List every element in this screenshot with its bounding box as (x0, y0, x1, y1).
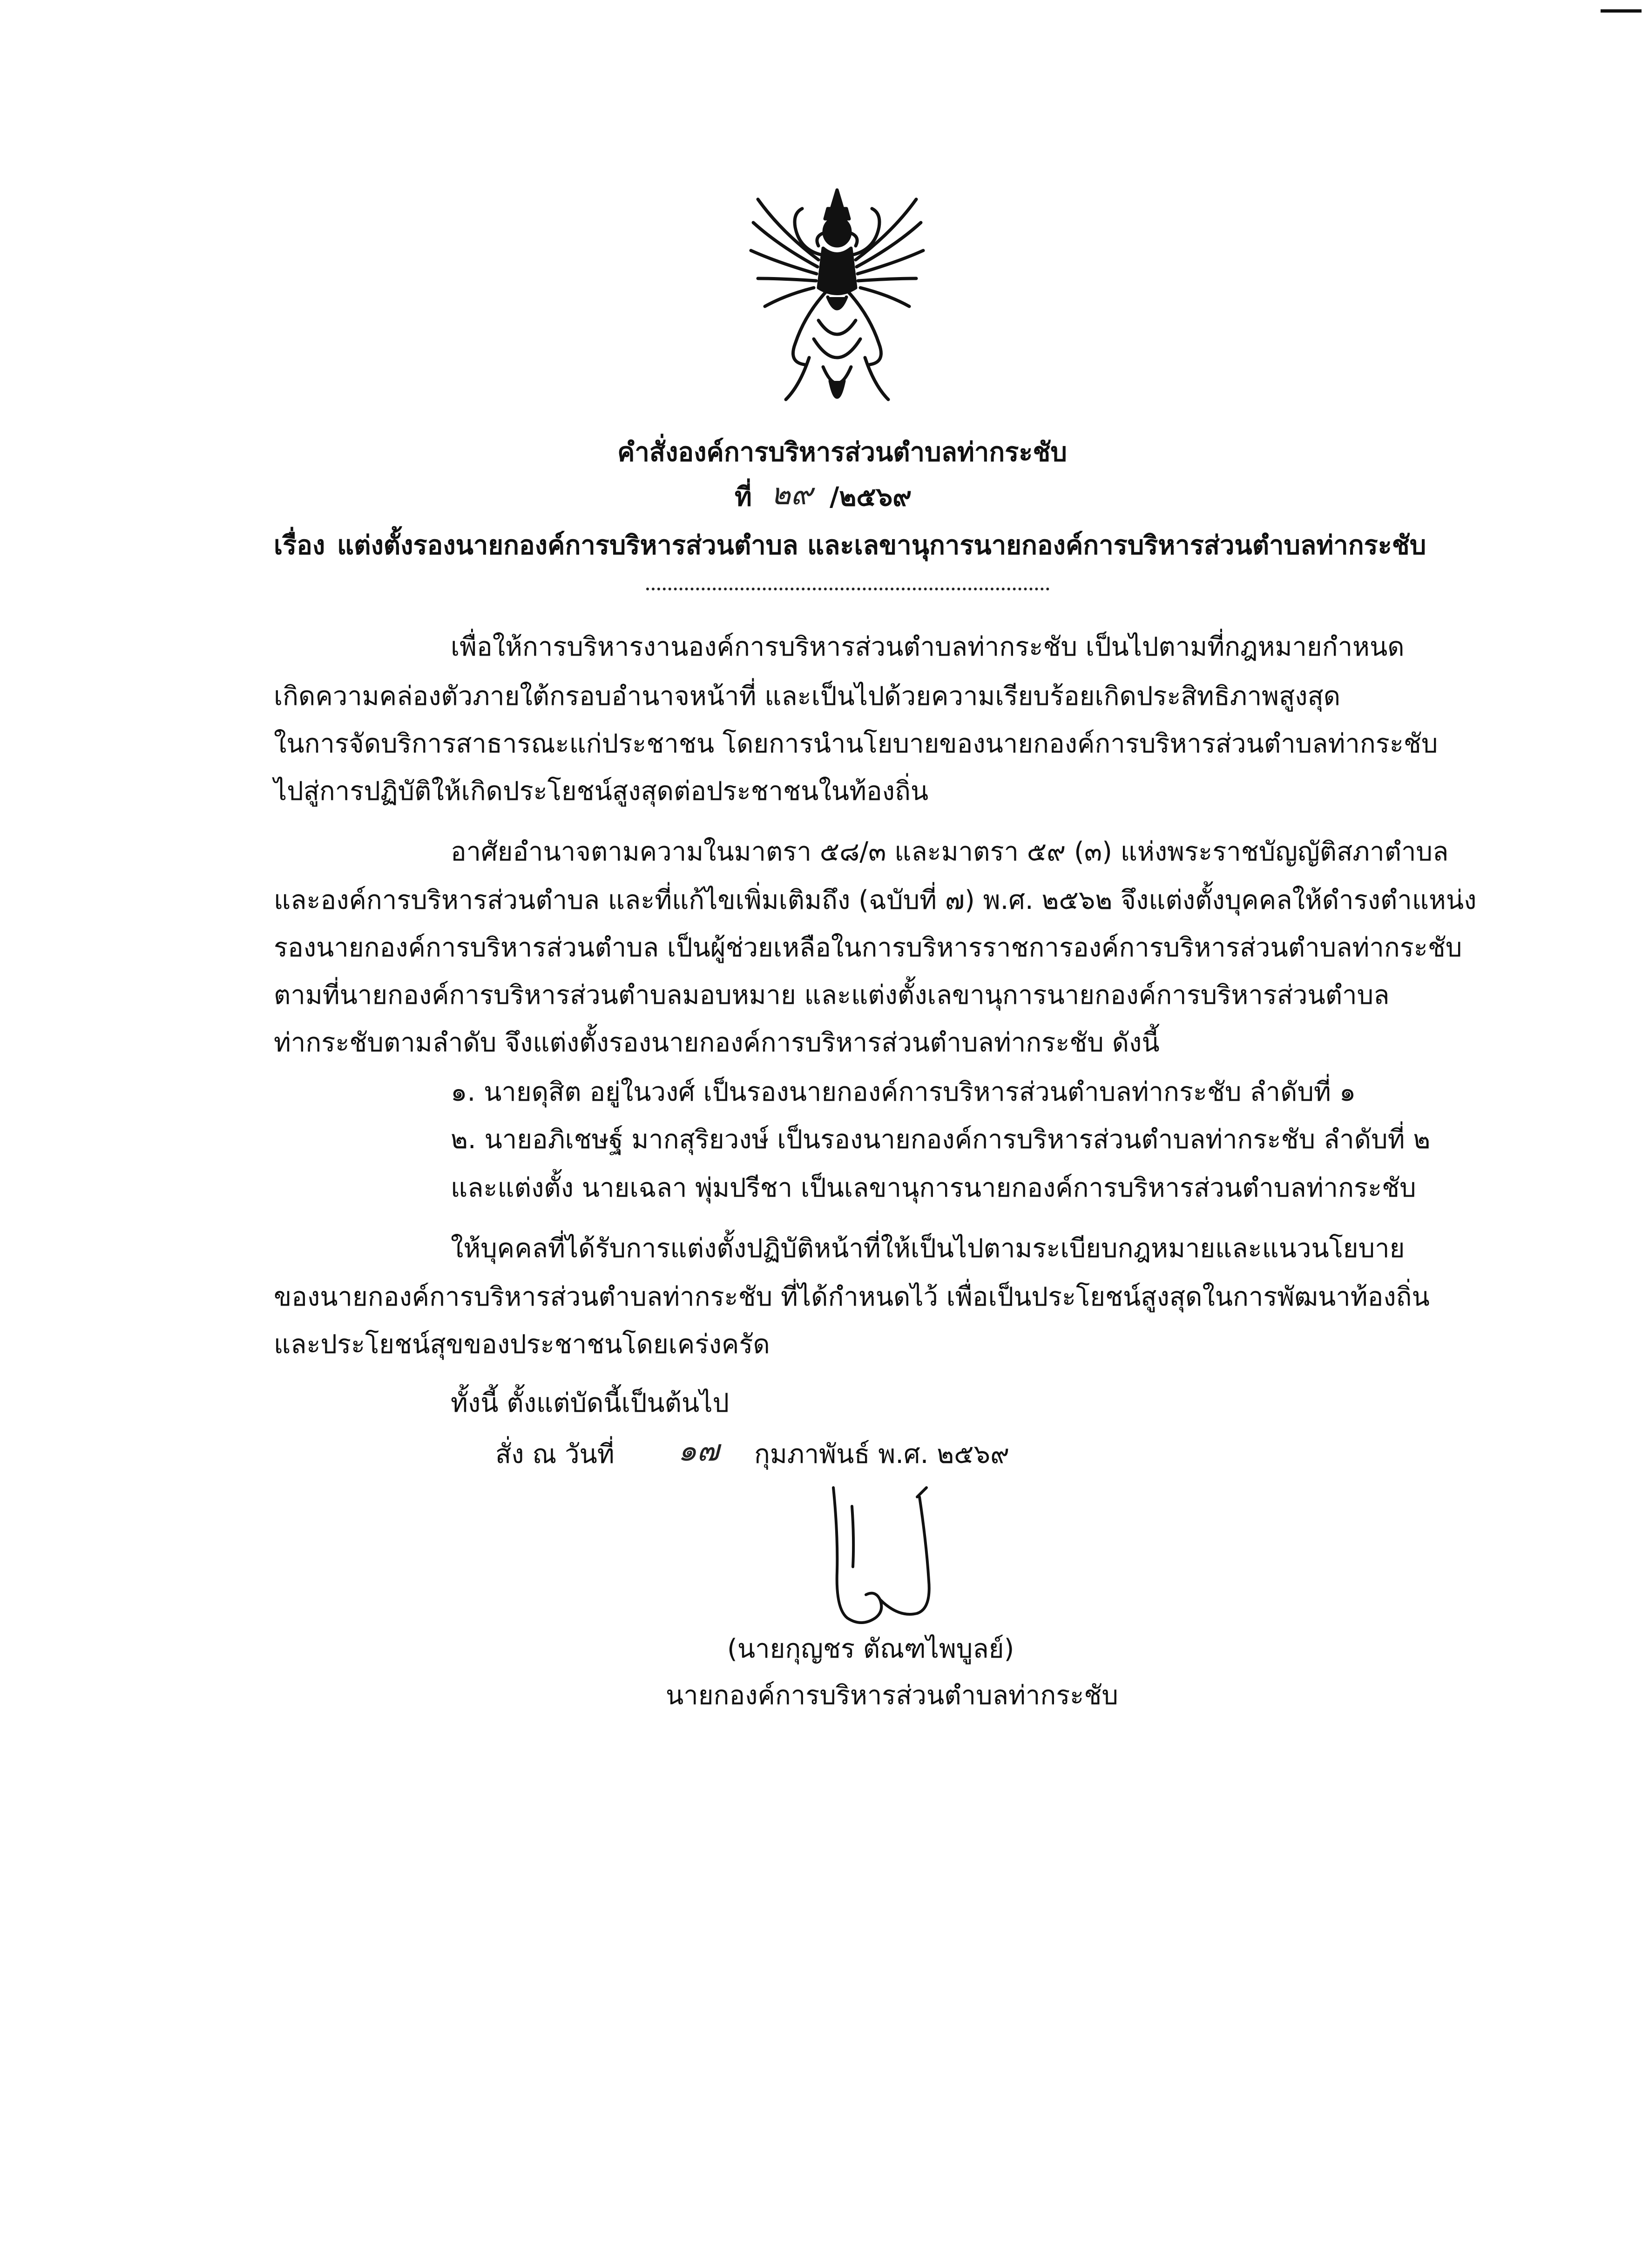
para2-line-4: ตามที่นายกองค์การบริหารส่วนตำบลมอบหมาย และแต่งตั้งเลขานุการนายกองค์การบริหารส่วนตำบล (274, 980, 1390, 1010)
dotted-separator (646, 588, 1049, 590)
appointee-2: ๒. นายอภิเชษฐ์ มากสุริยวงษ์ เป็นรองนายกองค์การบริหารส่วนตำบลท่ากระชับ ลำดับที่ ๒ (451, 1124, 1431, 1155)
order-number-label: ที่ (735, 482, 752, 512)
signer-name: (นายกุญชร ตัณฑไพบูลย์) (727, 1634, 1014, 1664)
para3-line-2: ของนายกองค์การบริหารส่วนตำบลท่ากระชับ ที่ได้กำหนดไว้ เพื่อเป็นประโยชน์สูงสุดในการพัฒนาท้องถิ่น (274, 1282, 1430, 1312)
signer-position: นายกองค์การบริหารส่วนตำบลท่ากระชับ (666, 1680, 1118, 1711)
effective-statement: ทั้งนี้ ตั้งแต่บัดนี้เป็นต้นไป (451, 1388, 730, 1418)
handwritten-signature (810, 1478, 950, 1632)
date-day-handwritten: ๑๗ (678, 1434, 719, 1468)
order-title: คำสั่งองค์การบริหารส่วนตำบลท่ากระชับ (617, 437, 1067, 467)
para2-line-3: รองนายกองค์การบริหารส่วนตำบล เป็นผู้ช่วยเหลือในการบริหารราชการองค์การบริหารส่วนตำบลท่ากระชับ (274, 933, 1462, 963)
para2-line-2: และองค์การบริหารส่วนตำบล และที่แก้ไขเพิ่มเติมถึง (ฉบับที่ ๗) พ.ศ. ๒๕๖๒ จึงแต่งตั้งบุคคลให้ดำรงตำแหน่ง (274, 885, 1477, 915)
order-number-handwritten: ๒๙ (771, 477, 813, 512)
para3-line-1: ให้บุคคลที่ได้รับการแต่งตั้งปฏิบัติหน้าที่ให้เป็นไปตามระเบียบกฎหมายและแนวนโยบาย (451, 1233, 1405, 1264)
appointee-secretary: และแต่งตั้ง นายเฉลา พุ่มปรีชา เป็นเลขานุการนายกองค์การบริหารส่วนตำบลท่ากระชับ (451, 1173, 1416, 1203)
appointee-1: ๑. นายดุสิต อยู่ในวงศ์ เป็นรองนายกองค์การบริหารส่วนตำบลท่ากระชับ ลำดับที่ ๑ (451, 1077, 1356, 1107)
subject-text: แต่งตั้งรองนายกองค์การบริหารส่วนตำบล และเลขานุการนายกองค์การบริหารส่วนตำบลท่ากระชับ (337, 530, 1426, 561)
para2-line-5: ท่ากระชับตามลำดับ จึงแต่งตั้งรองนายกองค์การบริหารส่วนตำบลท่ากระชับ ดังนี้ (274, 1028, 1160, 1058)
date-month-year: กุมภาพันธ์ พ.ศ. ๒๕๖๙ (754, 1439, 1010, 1469)
para1-line-4: ไปสู่การปฏิบัติให้เกิดประโยชน์สูงสุดต่อประชาชนในท้องถิ่น (274, 776, 929, 806)
date-prefix: สั่ง ณ วันที่ (495, 1439, 615, 1469)
para1-line-2: เกิดความคล่องตัวภายใต้กรอบอำนาจหน้าที่ และเป็นไปด้วยความเรียบร้อยเกิดประสิทธิภาพสูงสุด (274, 681, 1341, 711)
garuda-emblem-icon (744, 181, 930, 418)
subject-label: เรื่อง (274, 530, 325, 561)
para1-line-3: ในการจัดบริการสาธารณะแก่ประชาชน โดยการนำนโยบายของนายกองค์การบริหารส่วนตำบลท่ากระชับ (274, 729, 1438, 759)
order-number-year: /๒๕๖๙ (830, 482, 912, 512)
para3-line-3: และประโยชน์สุขของประชาชนโดยเคร่งครัด (274, 1329, 770, 1360)
para2-line-1: อาศัยอำนาจตามความในมาตรา ๕๘/๓ และมาตรา ๕๙ (๓) แห่งพระราชบัญญัติสภาตำบล (451, 837, 1449, 867)
para1-line-1: เพื่อให้การบริหารงานองค์การบริหารส่วนตำบลท่ากระชับ เป็นไปตามที่กฎหมายกำหนด (451, 632, 1405, 662)
corner-mark (1601, 9, 1642, 13)
